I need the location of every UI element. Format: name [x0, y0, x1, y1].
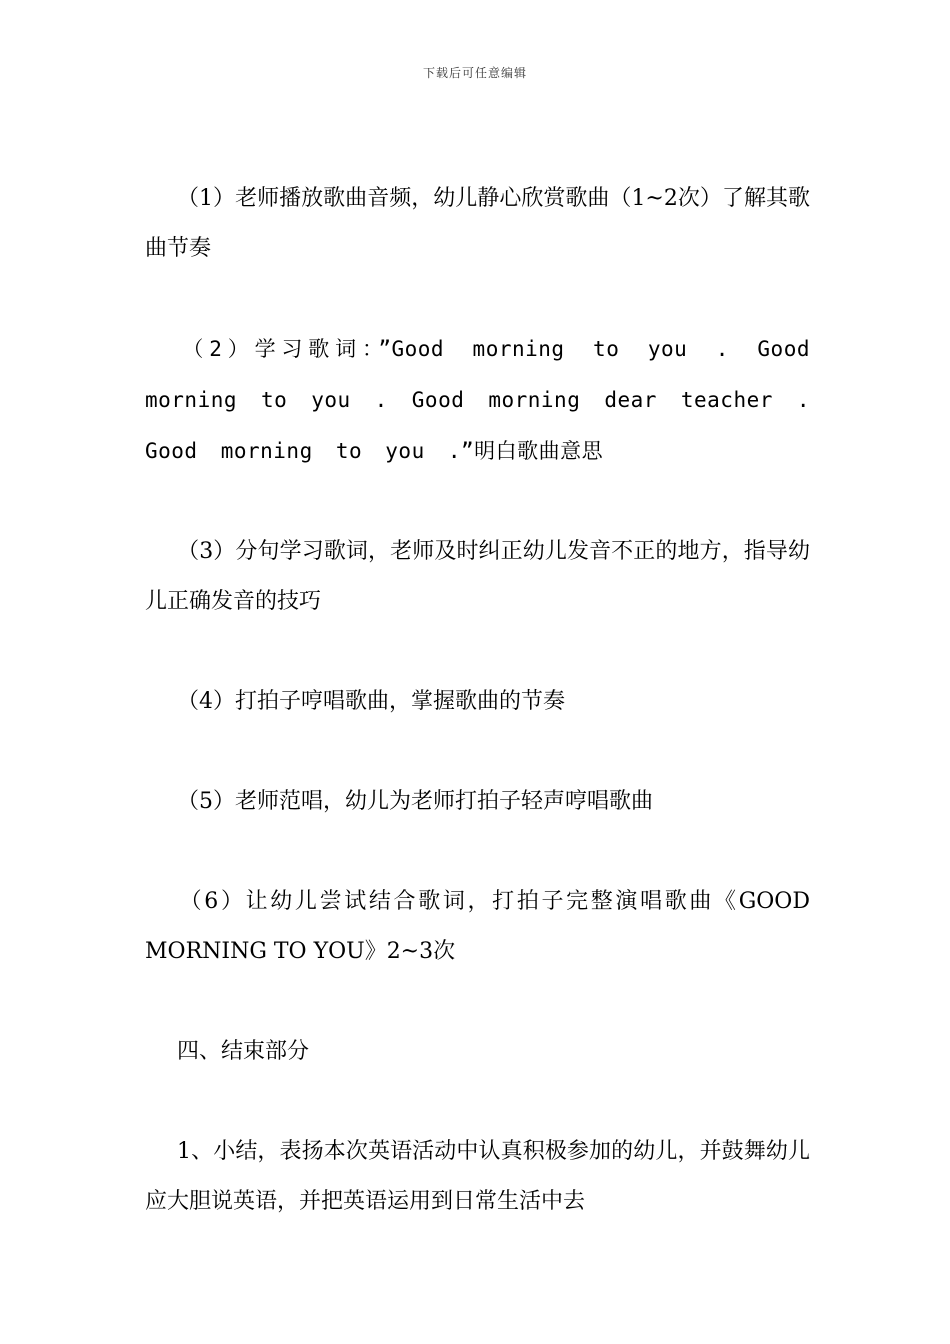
section-heading-text: 四、结束部分 — [177, 1039, 310, 1064]
paragraph-summary-1 — [145, 1127, 810, 1227]
paragraph-text: （3）分句学习歌词，老师及时纠正幼儿发音不正的地方，指导幼儿正确发音的技巧 — [145, 539, 810, 614]
paragraph-text: （2）学习歌词：”Good morning to you . Good morning to you . Good morning dear teacher . Good morning to you .”明白歌曲意思 — [145, 337, 810, 463]
paragraph-text: （4）打拍子哼唱歌曲，掌握歌曲的节奏 — [177, 689, 565, 714]
paragraph-text: 1、小结，表扬本次英语活动中认真积极参加的幼儿，并鼓舞幼儿应大胆说英语，并把英语运用到日常生活中去 — [145, 1139, 810, 1214]
paragraph-step-5 — [145, 777, 810, 827]
document-body — [145, 174, 810, 1277]
paragraph-step-1 — [145, 174, 810, 274]
paragraph-step-2-lyrics — [145, 324, 810, 477]
section-heading-closing — [145, 1027, 810, 1077]
paragraph-step-6 — [145, 877, 810, 977]
paragraph-step-3 — [145, 527, 810, 627]
page-header-note: 下载后可任意编辑 — [422, 66, 527, 80]
paragraph-text: （1）老师播放歌曲音频，幼儿静心欣赏歌曲（1~2次）了解其歌曲节奏 — [145, 186, 810, 261]
paragraph-text: （5）老师范唱，幼儿为老师打拍子轻声哼唱歌曲 — [177, 789, 653, 814]
paragraph-step-4 — [145, 677, 810, 727]
paragraph-text: （6）让幼儿尝试结合歌词，打拍子完整演唱歌曲《GOOD MORNING TO YOU》2~3次 — [145, 889, 810, 964]
